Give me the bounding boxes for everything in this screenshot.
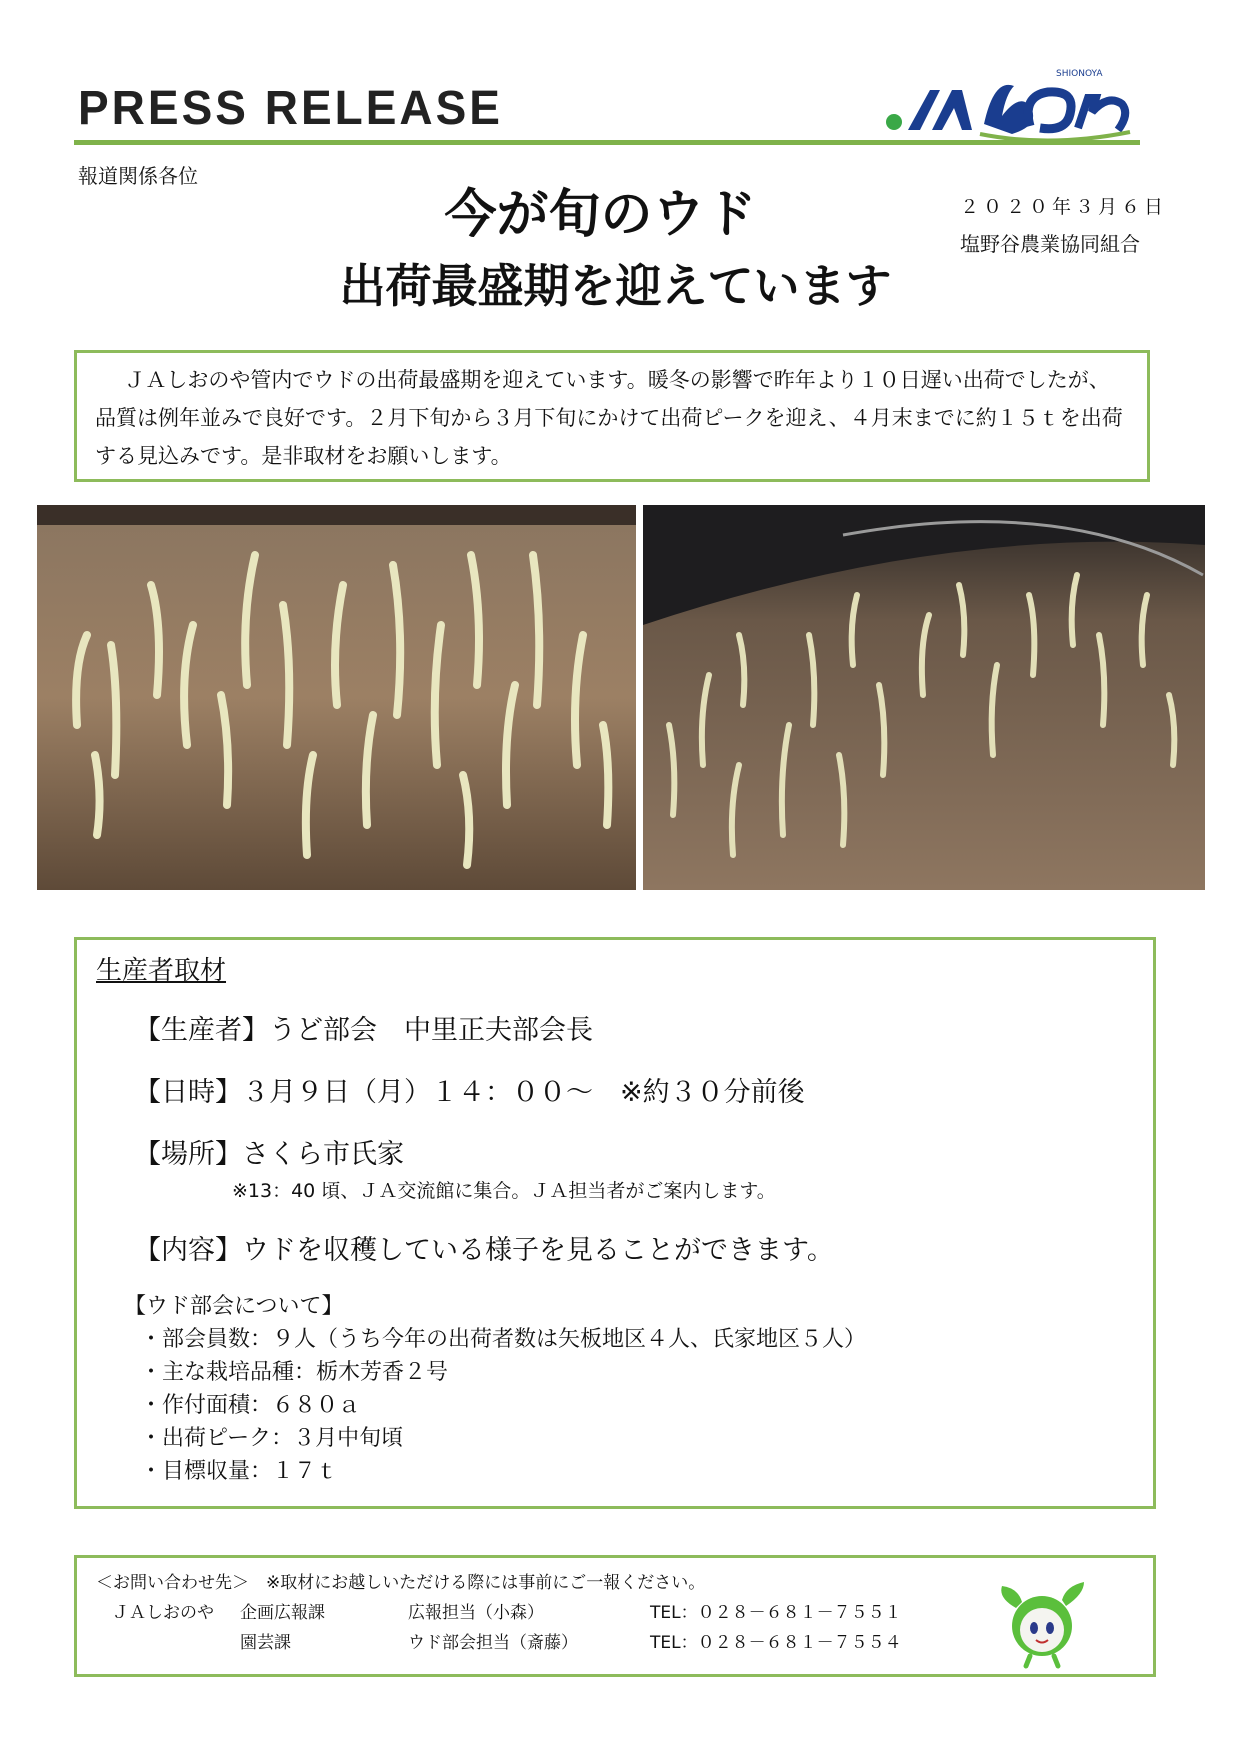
summary-text: ＪＡしおのや管内でウドの出荷最盛期を迎えています。暖冬の影響で昨年より１０日遅い出荷でしたが、品質は例年並みで良好です。２月下旬から３月下旬にかけて出荷ピークを迎え、４月末までに約１５ｔを出荷する見込みです。是非取材をお願いします。 <box>95 368 1123 468</box>
contact-dept: 園芸課 <box>240 1633 291 1653</box>
producer-line: 【生産者】うど部会 中里正夫部会長 <box>134 1015 593 1046</box>
contact-tel: TEL：０２８－６８１－７５５１ <box>650 1603 902 1623</box>
about-title: 【ウド部会について】 <box>124 1294 344 1319</box>
recipients: 報道関係各位 <box>78 164 198 188</box>
headline-line2 <box>0 250 1241 316</box>
about-item: ・出荷ピーク：３月中旬頃 <box>140 1426 404 1451</box>
contact-dept: 企画広報課 <box>240 1603 325 1623</box>
headline-line1 <box>0 172 1241 247</box>
headline-line2-text: 出荷最盛期を迎えています <box>339 259 892 313</box>
about-item: ・部会員数：９人（うち今年の出荷者数は矢板地区４人、氏家地区５人） <box>140 1327 867 1352</box>
ja-shionoya-logo <box>880 60 1150 150</box>
contact-person: ウド部会担当（斎藤） <box>408 1633 578 1653</box>
about-item: ・作付面積：６８０ａ <box>140 1393 361 1418</box>
organization-name: 塩野谷農業協同組合 <box>960 232 1140 256</box>
content-line: 【内容】ウドを収穫している様子を見ることができます。 <box>134 1235 834 1266</box>
press-release-title: PRESS RELEASE <box>78 79 503 135</box>
mascot-character <box>996 1578 1088 1670</box>
udo-field-photo-right <box>643 505 1205 890</box>
interview-heading: 生産者取材 <box>96 956 227 986</box>
place-note: ※13：40 頃、ＪＡ交流館に集合。ＪＡ担当者がご案内します。 <box>232 1180 776 1202</box>
udo-sprouts-image-left <box>37 505 636 890</box>
ja-logo-icon <box>880 60 1150 150</box>
release-date: ２０２０年３月６日 <box>960 196 1168 218</box>
about-item: ・主な栽培品種：栃木芳香２号 <box>140 1360 449 1385</box>
place-line: 【場所】さくら市氏家 <box>134 1139 404 1170</box>
contact-title: ＜お問い合わせ先＞ ※取材にお越しいただける際には事前にご一報ください。 <box>96 1573 706 1593</box>
logo-small-text: SHIONOYA <box>1056 69 1103 79</box>
about-item: ・目標収量：１７ｔ <box>140 1459 339 1484</box>
datetime-line: 【日時】３月９日（月）１４：００～ ※約３０分前後 <box>134 1077 805 1108</box>
summary-box <box>74 350 1150 482</box>
contact-tel: TEL：０２８－６８１－７５５４ <box>650 1633 902 1653</box>
contact-org: ＪＡしおのや <box>112 1603 214 1623</box>
headline-line1-text: 今が旬のウド <box>444 185 757 245</box>
mascot-icon <box>996 1578 1088 1670</box>
udo-field-photo-left <box>37 505 636 890</box>
contact-person: 広報担当（小森） <box>408 1603 544 1623</box>
udo-sprouts-image-right <box>643 505 1205 890</box>
